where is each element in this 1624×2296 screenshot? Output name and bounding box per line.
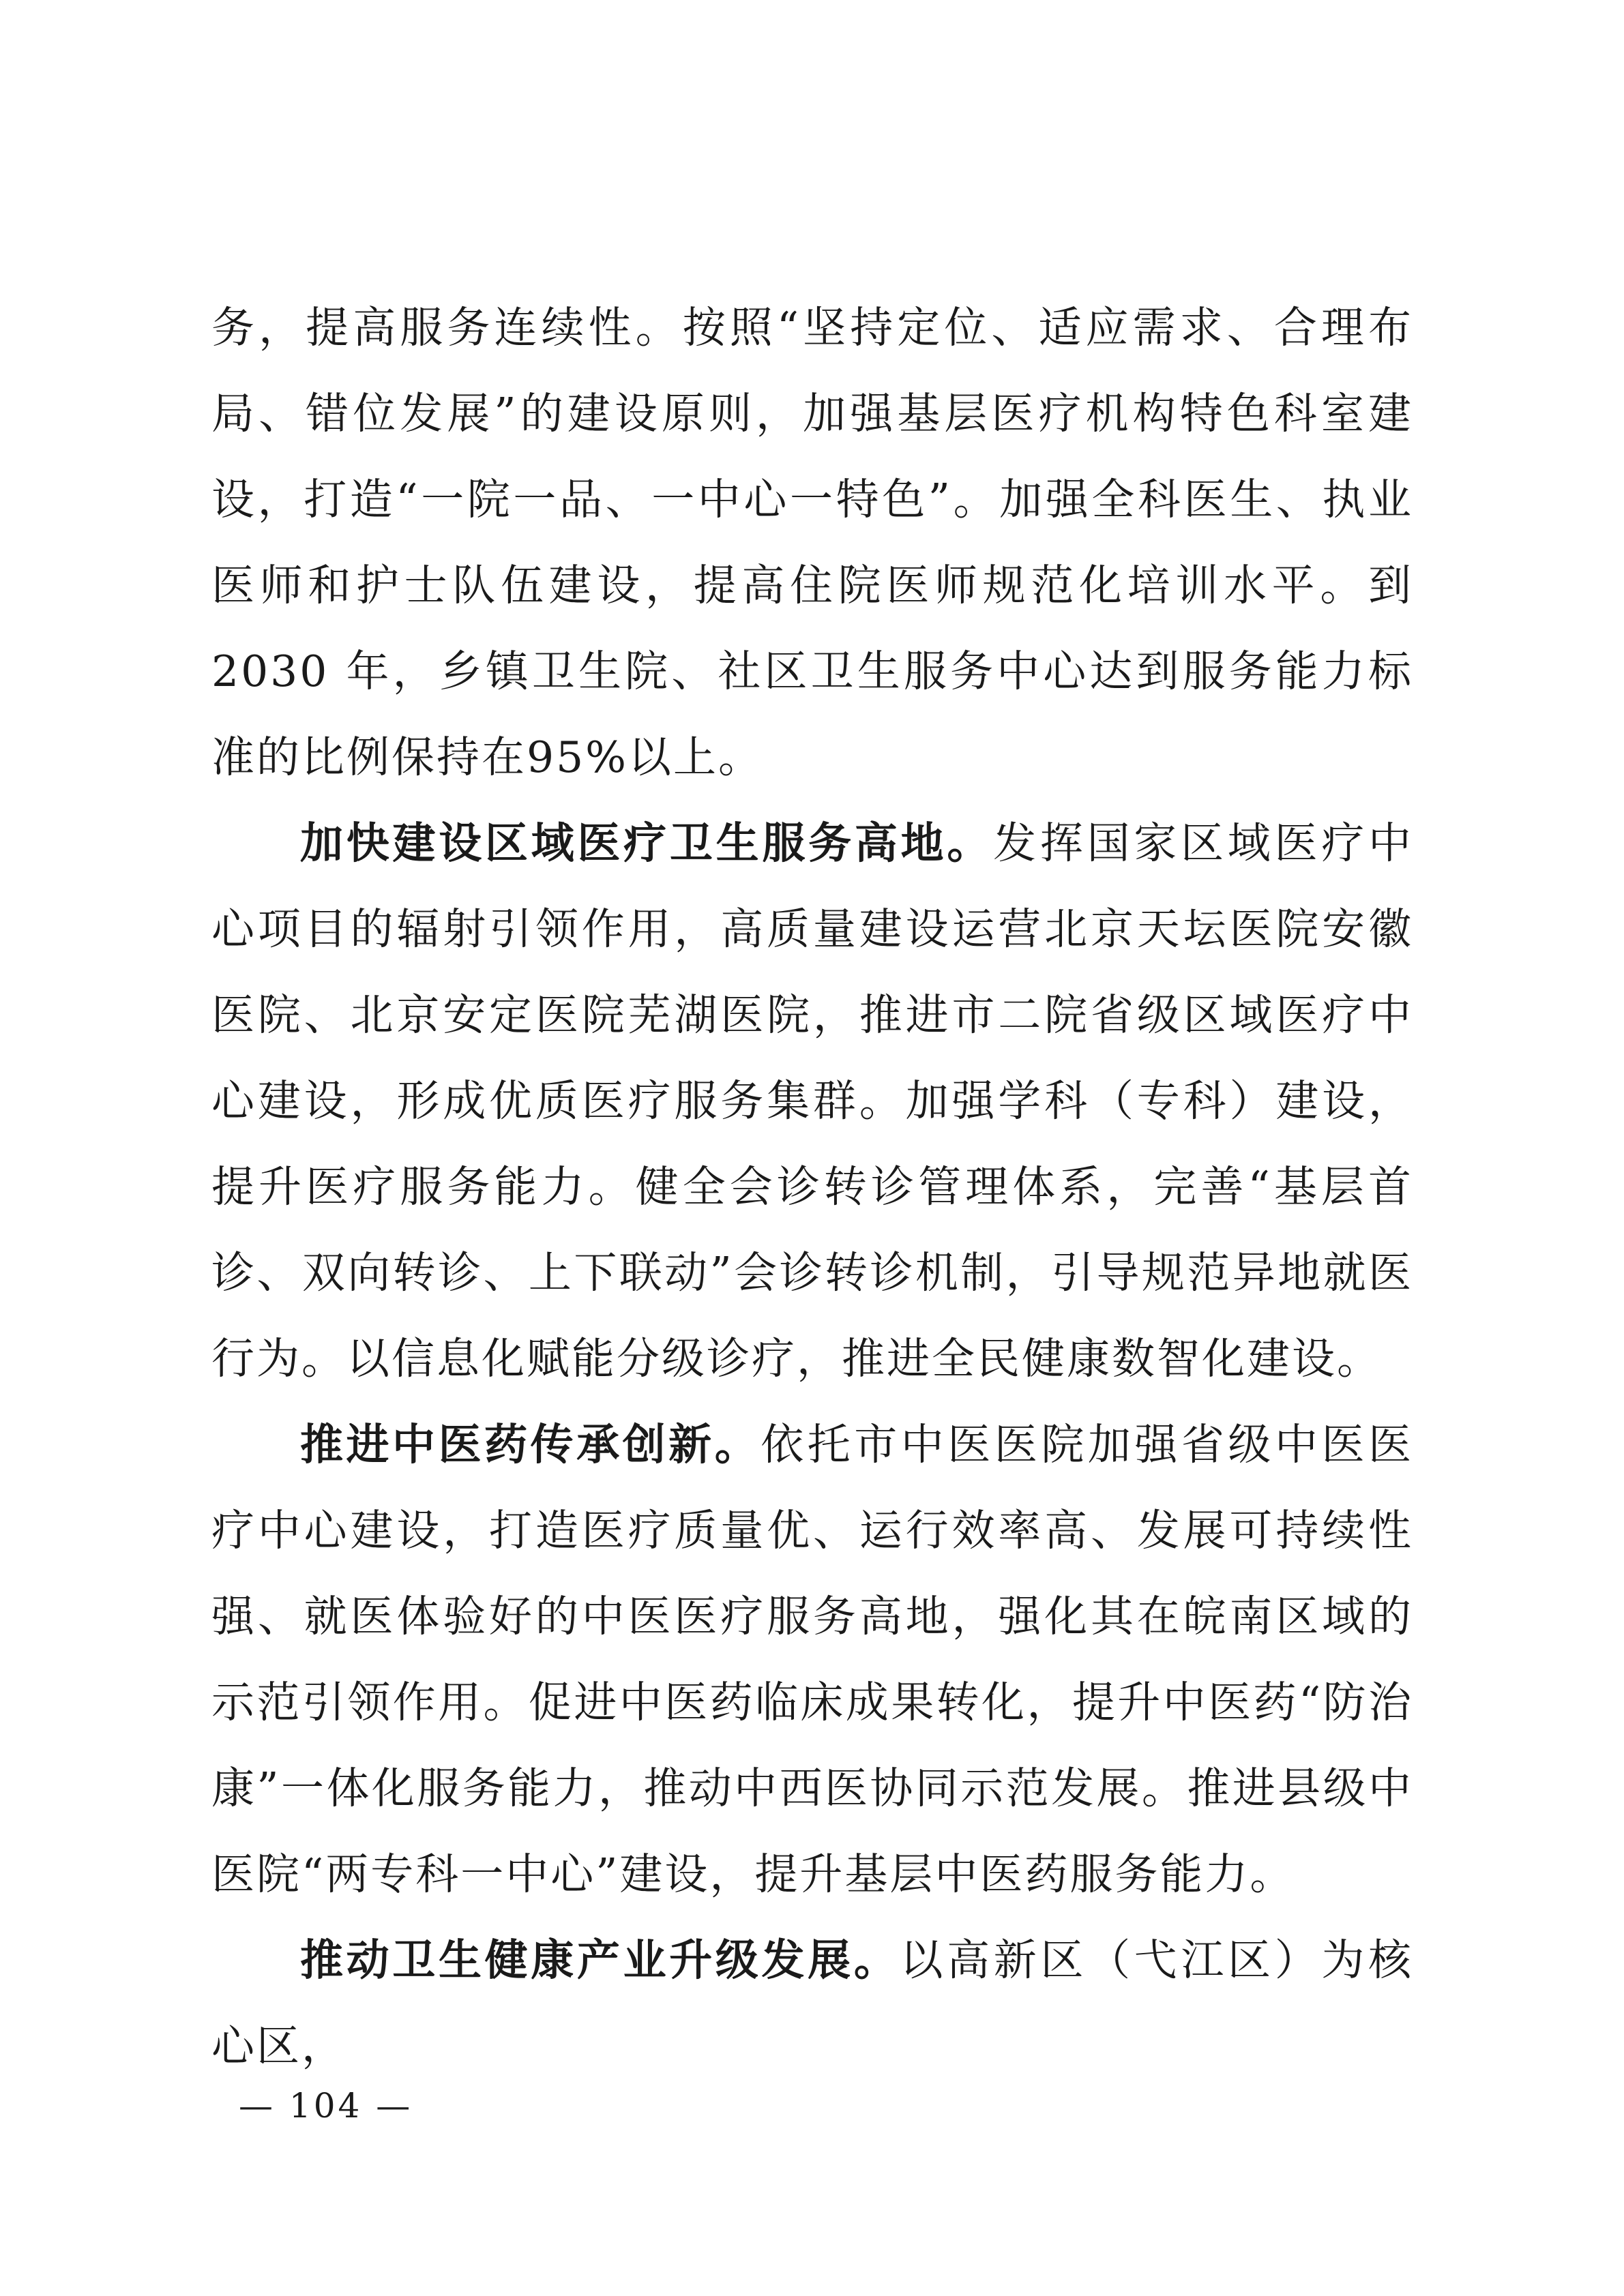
paragraph-heading: 推动卫生健康产业升级发展。 (300, 1935, 900, 1985)
paragraph-regional-medical-highland (211, 801, 1413, 1402)
paragraph-health-industry (211, 1918, 1413, 2089)
paragraph-text: 发挥国家区域医疗中心项目的辐射引领作用，高质量建设运营北京天坛医院安徽医院、北京安定医院芜湖医院，推进市二院省级区域医疗中心建设，形成优质医疗服务集群。加强学科（专科）建设，提升医疗服务能力。健全会诊转诊管理体系，完善“基层首诊、双向转诊、上下联动”会诊转诊机制，引导规范异地就医行为。以信息化赋能分级诊疗，推进全民健康数智化建设。 (211, 818, 1414, 1384)
paragraph-heading: 推进中医药传承创新。 (300, 1420, 761, 1470)
paragraph-heading: 加快建设区域医疗卫生服务高地。 (300, 818, 994, 868)
paragraph-text: 以高新区（弋江区）为核心区， (211, 1935, 1414, 2071)
paragraph-continuation (211, 285, 1413, 801)
paragraph-tcm-innovation (211, 1402, 1413, 1918)
paragraph-text: 务，提高服务连续性。按照“坚持定位、适应需求、合理布局、错位发展”的建设原则，加强基层医疗机构特色科室建设，打造“一院一品、一中心一特色”。加强全科医生、执业医师和护士队伍建设，提高住院医师规范化培训水平。到 2030 年，乡镇卫生院、社区卫生服务中心达到服务能力标准的比例保持在95%以上。 (211, 303, 1413, 782)
paragraph-text: 依托市中医医院加强省级中医医疗中心建设，打造医疗质量优、运行效率高、发展可持续性强、就医体验好的中医医疗服务高地，强化其在皖南区域的示范引领作用。促进中医药临床成果转化，提升中医药“防治康”一体化服务能力，推动中西医协同示范发展。推进县级中医院“两专科一中心”建设，提升基层中医药服务能力。 (211, 1420, 1414, 1899)
page-number: — 104 — (239, 2086, 413, 2126)
body-text (211, 285, 1413, 2089)
